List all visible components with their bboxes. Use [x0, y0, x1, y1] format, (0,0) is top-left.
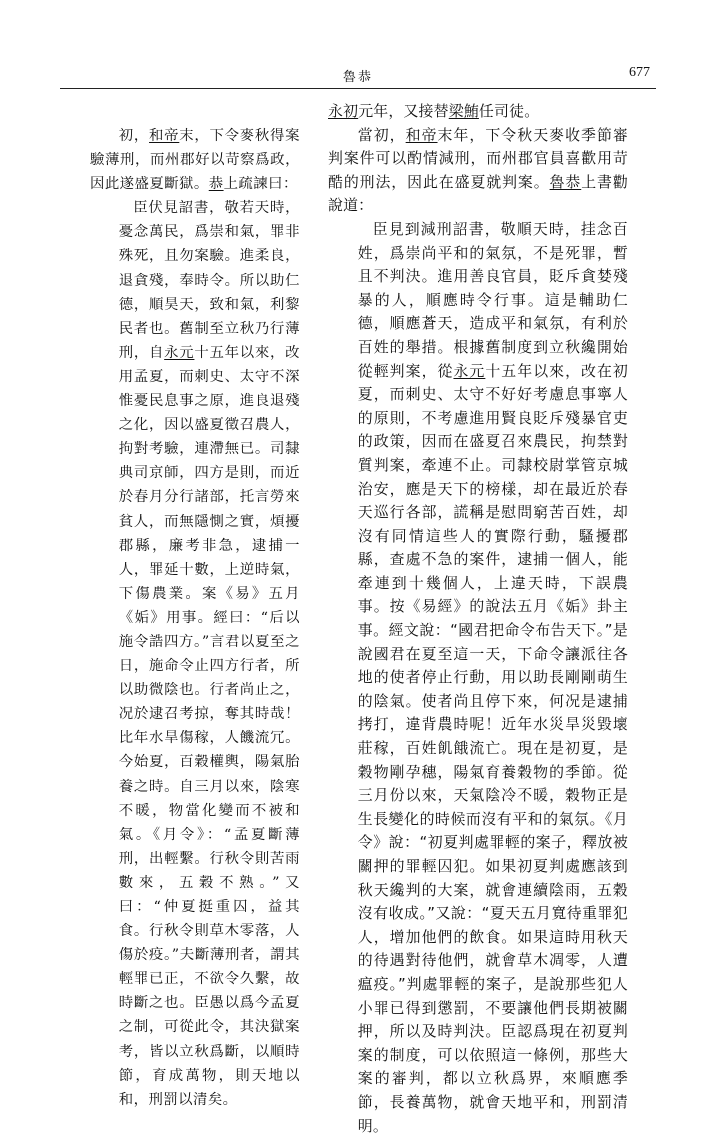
underlined-name: 魯恭: [549, 172, 582, 191]
text-run: 十五年以來，改在初夏，而刺史、太守不好好考慮息事寧人的原則，不考慮進用賢良貶斥殘暴官吏的政策，因而在盛夏召來農民，拘禁對質判案，牽連不止。司隸校尉掌管京城治安，應是天下的榜樣，却在最近於春天巡行各部，謊稱是慰問窮苦百姓，却沒有同情這些人的實際行動，騷擾郡縣，查處不急的案件，逮捕一個人，能牽連到十幾個人，上違天時，下誤農事。按《易經》的說法五月《姤》卦主事。經文說：“國君把命令布告天下。”是說國君在夏至這一天，下命令讓派往各地的使者停止行動，用以助長剛剛萌生的陰氣。使者尚且停下來，何况是逮捕拷打，違背農時呢！近年水災旱災毀壞莊稼，百姓飢餓流亡。現在是初夏，是穀物剛孕穗，陽氣育養穀物的季節。從三月份以來，天氣陰冷不暖，穀物正是生長變化的時候而沒有平和的氣氛。《月令》說：“初夏判處罪輕的案子，釋放被關押的罪輕囚犯。如果初夏判處應該到秋天纔判的大案，就會連續陰雨，五穀沒有收成。”又說：“夏天五月寬待重罪犯人，增加他們的飲食。如果這時用秋天的待遇對待他們，就會草木凋零，人遭瘟疫。”判處罪輕的案子，是說那些犯人小罪已得到懲罰，不要讓他們長期被關押，所以及時判決。臣認爲現在初夏判案的制度，可以依照這一條例，那些大案的審判，都以立秋爲界，來順應季節，長養萬物，就會天地平和，刑罰清明。: [357, 361, 628, 1135]
underlined-name: 梁鮪: [448, 102, 479, 120]
text-run: 末，下令麥秋得案驗薄刑，而州郡好以苛察爲政，因此遂盛夏斷獄。: [90, 128, 300, 193]
translation-column: [328, 100, 628, 1138]
page-header: [60, 62, 656, 84]
text-run: 末年，下令秋天麥收季節審判案件可以酌情減刑，而州郡官員喜歡用苛酷的刑法，因此在盛夏就判案。: [328, 125, 628, 191]
original-text-column: [90, 124, 300, 1112]
underlined-name: 和帝: [149, 128, 180, 144]
underlined-name: 永元: [164, 344, 195, 361]
text-run: 臣見到減刑詔書，敬順天時，挂念百姓，爲崇尚平和的氣氛，不是死罪，暫且不判決。進用善良官員，貶斥貪婪殘暴的人，順應時令行事。這是輔助仁德，順應蒼天，造成平和氣氛，有利於百姓的舉措。根據舊制度到立秋纔開始從輕判案，從: [357, 219, 628, 380]
underlined-name: 永初: [328, 102, 359, 120]
text-run: 十五年以來，改用孟夏，而刺史、太守不深惟憂民息事之原，進良退殘之化，因以盛夏徵召農人，拘對考驗，連滯無已。司隸典司京師，四方是則，而近於春月分行諸部，托言勞來貧人，而無隱惻之實，煩擾郡縣，廉考非急，逮捕一人，罪延十數，上逆時氣，下傷農業。案《易》五月《姤》用事。經曰：“后以施令誥四方。”言君以夏至之日，施命令止四方行者，所以助微陰也。行者尚止之，况於逮召考掠，奪其時哉！比年水旱傷稼，人饑流冗。今始夏，百穀權輿，陽氣胎養之時。自三月以來，陰寒不暖，物當化變而不被和氣。《月令》：“孟夏斷薄刑，出輕繫。行秋令則苦雨數來，五穀不熟。”又曰：“仲夏挺重囚，益其食。行秋令則草木零落，人傷於疫。”夫斷薄刑者，謂其輕罪已正，不欲令久繫，故時斷之也。臣愚以爲今孟夏之制，可從此令，其決獄案考，皆以立秋爲斷，以順時節，育成萬物，則天地以和，刑罰以清矣。: [118, 344, 300, 1108]
underlined-name: 和帝: [405, 125, 438, 144]
intro-translation-paragraph: [328, 124, 628, 218]
intro-paragraph: [90, 124, 300, 196]
header-rule: [60, 88, 656, 89]
page-number: 677: [629, 65, 650, 80]
text-run: 上書勸說道：: [328, 172, 628, 215]
running-title: 魯恭: [342, 70, 373, 85]
memorial-text: [90, 196, 300, 1112]
text-run: 上疏諫曰：: [223, 176, 298, 193]
text-run: 臣伏見詔書，敬若天時，憂念萬民，爲崇和氣，罪非殊死，且勿案驗。進柔良，退貪殘，奉時令。所以助仁德，順昊天，致和氣，利黎民者也。舊制至立秋乃行薄刑，自: [118, 200, 300, 361]
text-run: 任司徒。: [478, 102, 540, 120]
underlined-name: 恭: [208, 176, 224, 193]
text-run: 元年，又接替: [358, 102, 449, 120]
text-run: 當初，: [357, 125, 406, 144]
continuation-paragraph: [328, 100, 628, 124]
underlined-name: 永元: [453, 361, 486, 380]
text-run: 初，: [118, 128, 150, 144]
